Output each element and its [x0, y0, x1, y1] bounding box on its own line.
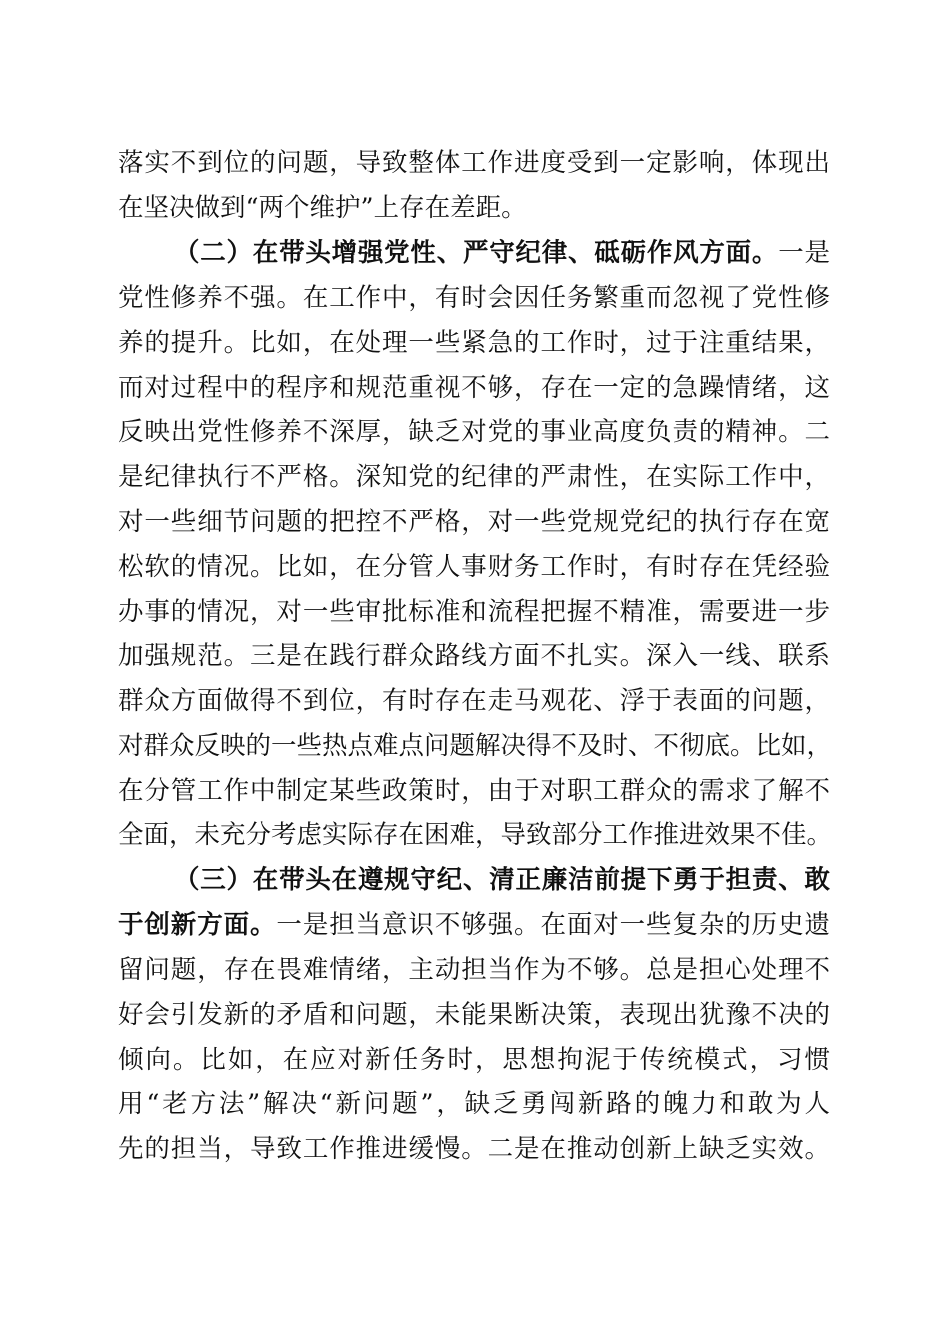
section-heading-continued: 于创新方面。 — [118, 910, 277, 940]
text-line — [118, 769, 830, 813]
text-segment: 用“老方法”解决“新问题”，缺乏勇闯新路的魄力和敢为人 — [118, 1089, 830, 1119]
text-segment: 而对过程中的程序和规范重视不够，存在一定的急躁情绪，这 — [118, 373, 830, 403]
text-line — [118, 679, 830, 723]
text-segment: 先的担当，导致工作推进缓慢。二是在推动创新上缺乏实效。 — [118, 1134, 830, 1164]
text-segment: 党性修养不强。在工作中，有时会因任务繁重而忽视了党性修 — [118, 283, 830, 313]
text-line — [118, 545, 830, 589]
text-line — [118, 634, 830, 678]
text-segment: 倾向。比如，在应对新任务时，思想拘泥于传统模式，习惯 — [118, 1045, 830, 1075]
text-segment: 养的提升。比如，在处理一些紧急的工作时，过于注重结果， — [118, 328, 830, 358]
text-segment: 松软的情况。比如，在分管人事财务工作时，有时存在凭经验 — [118, 552, 830, 582]
text-line — [118, 276, 830, 320]
text-segment: 全面，未充分考虑实际存在困难，导致部分工作推进效果不佳。 — [118, 820, 833, 850]
text-line — [118, 410, 830, 454]
section-heading: （二）在带头增强党性、严守纪律、砥砺作风方面。 — [174, 238, 779, 268]
text-line — [118, 1038, 830, 1082]
text-line — [118, 366, 830, 410]
text-line — [118, 948, 830, 992]
text-segment: 办事的情况，对一些审批标准和流程把握不精准，需要进一步 — [118, 597, 830, 627]
text-segment: 好会引发新的矛盾和问题，未能果断决策，表现出犹豫不决的 — [118, 1000, 830, 1030]
text-segment: 反映出党性修养不深厚，缺乏对党的事业高度负责的精神。二 — [118, 417, 830, 447]
text-line — [118, 724, 833, 768]
section-heading-line — [174, 231, 830, 275]
text-segment: 一是担当意识不够强。在面对一些复杂的历史遗 — [276, 910, 830, 940]
text-segment: 在坚决做到“两个维护”上存在差距。 — [118, 193, 527, 223]
text-line — [118, 186, 830, 230]
text-line — [118, 993, 830, 1037]
text-line — [118, 813, 833, 857]
text-line — [118, 500, 830, 544]
text-line — [118, 321, 830, 365]
text-line — [118, 1127, 830, 1171]
text-segment: 对一些细节问题的把控不严格，对一些党规党纪的执行存在宽 — [118, 507, 830, 537]
section-heading: （三）在带头在遵规守纪、清正廉洁前提下勇于担责、敢 — [174, 865, 830, 895]
text-line — [118, 1082, 830, 1126]
text-segment: 加强规范。三是在践行群众路线方面不扎实。深入一线、联系 — [118, 641, 830, 671]
text-segment: 在分管工作中制定某些政策时，由于对职工群众的需求了解不 — [118, 776, 830, 806]
text-segment: 留问题，存在畏难情绪，主动担当作为不够。总是担心处理不 — [118, 955, 830, 985]
text-line — [118, 903, 830, 947]
text-segment: 落实不到位的问题，导致整体工作进度受到一定影响，体现出 — [118, 148, 830, 178]
text-segment: 是纪律执行不严格。深知党的纪律的严肃性，在实际工作中， — [118, 462, 830, 492]
section-heading-line — [174, 858, 830, 902]
text-line — [118, 141, 830, 185]
text-segment: 一是 — [778, 238, 830, 268]
text-segment: 对群众反映的一些热点难点问题解决得不及时、不彻底。比如， — [118, 731, 833, 761]
text-line — [118, 455, 830, 499]
text-segment: 群众方面做得不到位，有时存在走马观花、浮于表面的问题， — [118, 686, 830, 716]
text-line — [118, 590, 830, 634]
